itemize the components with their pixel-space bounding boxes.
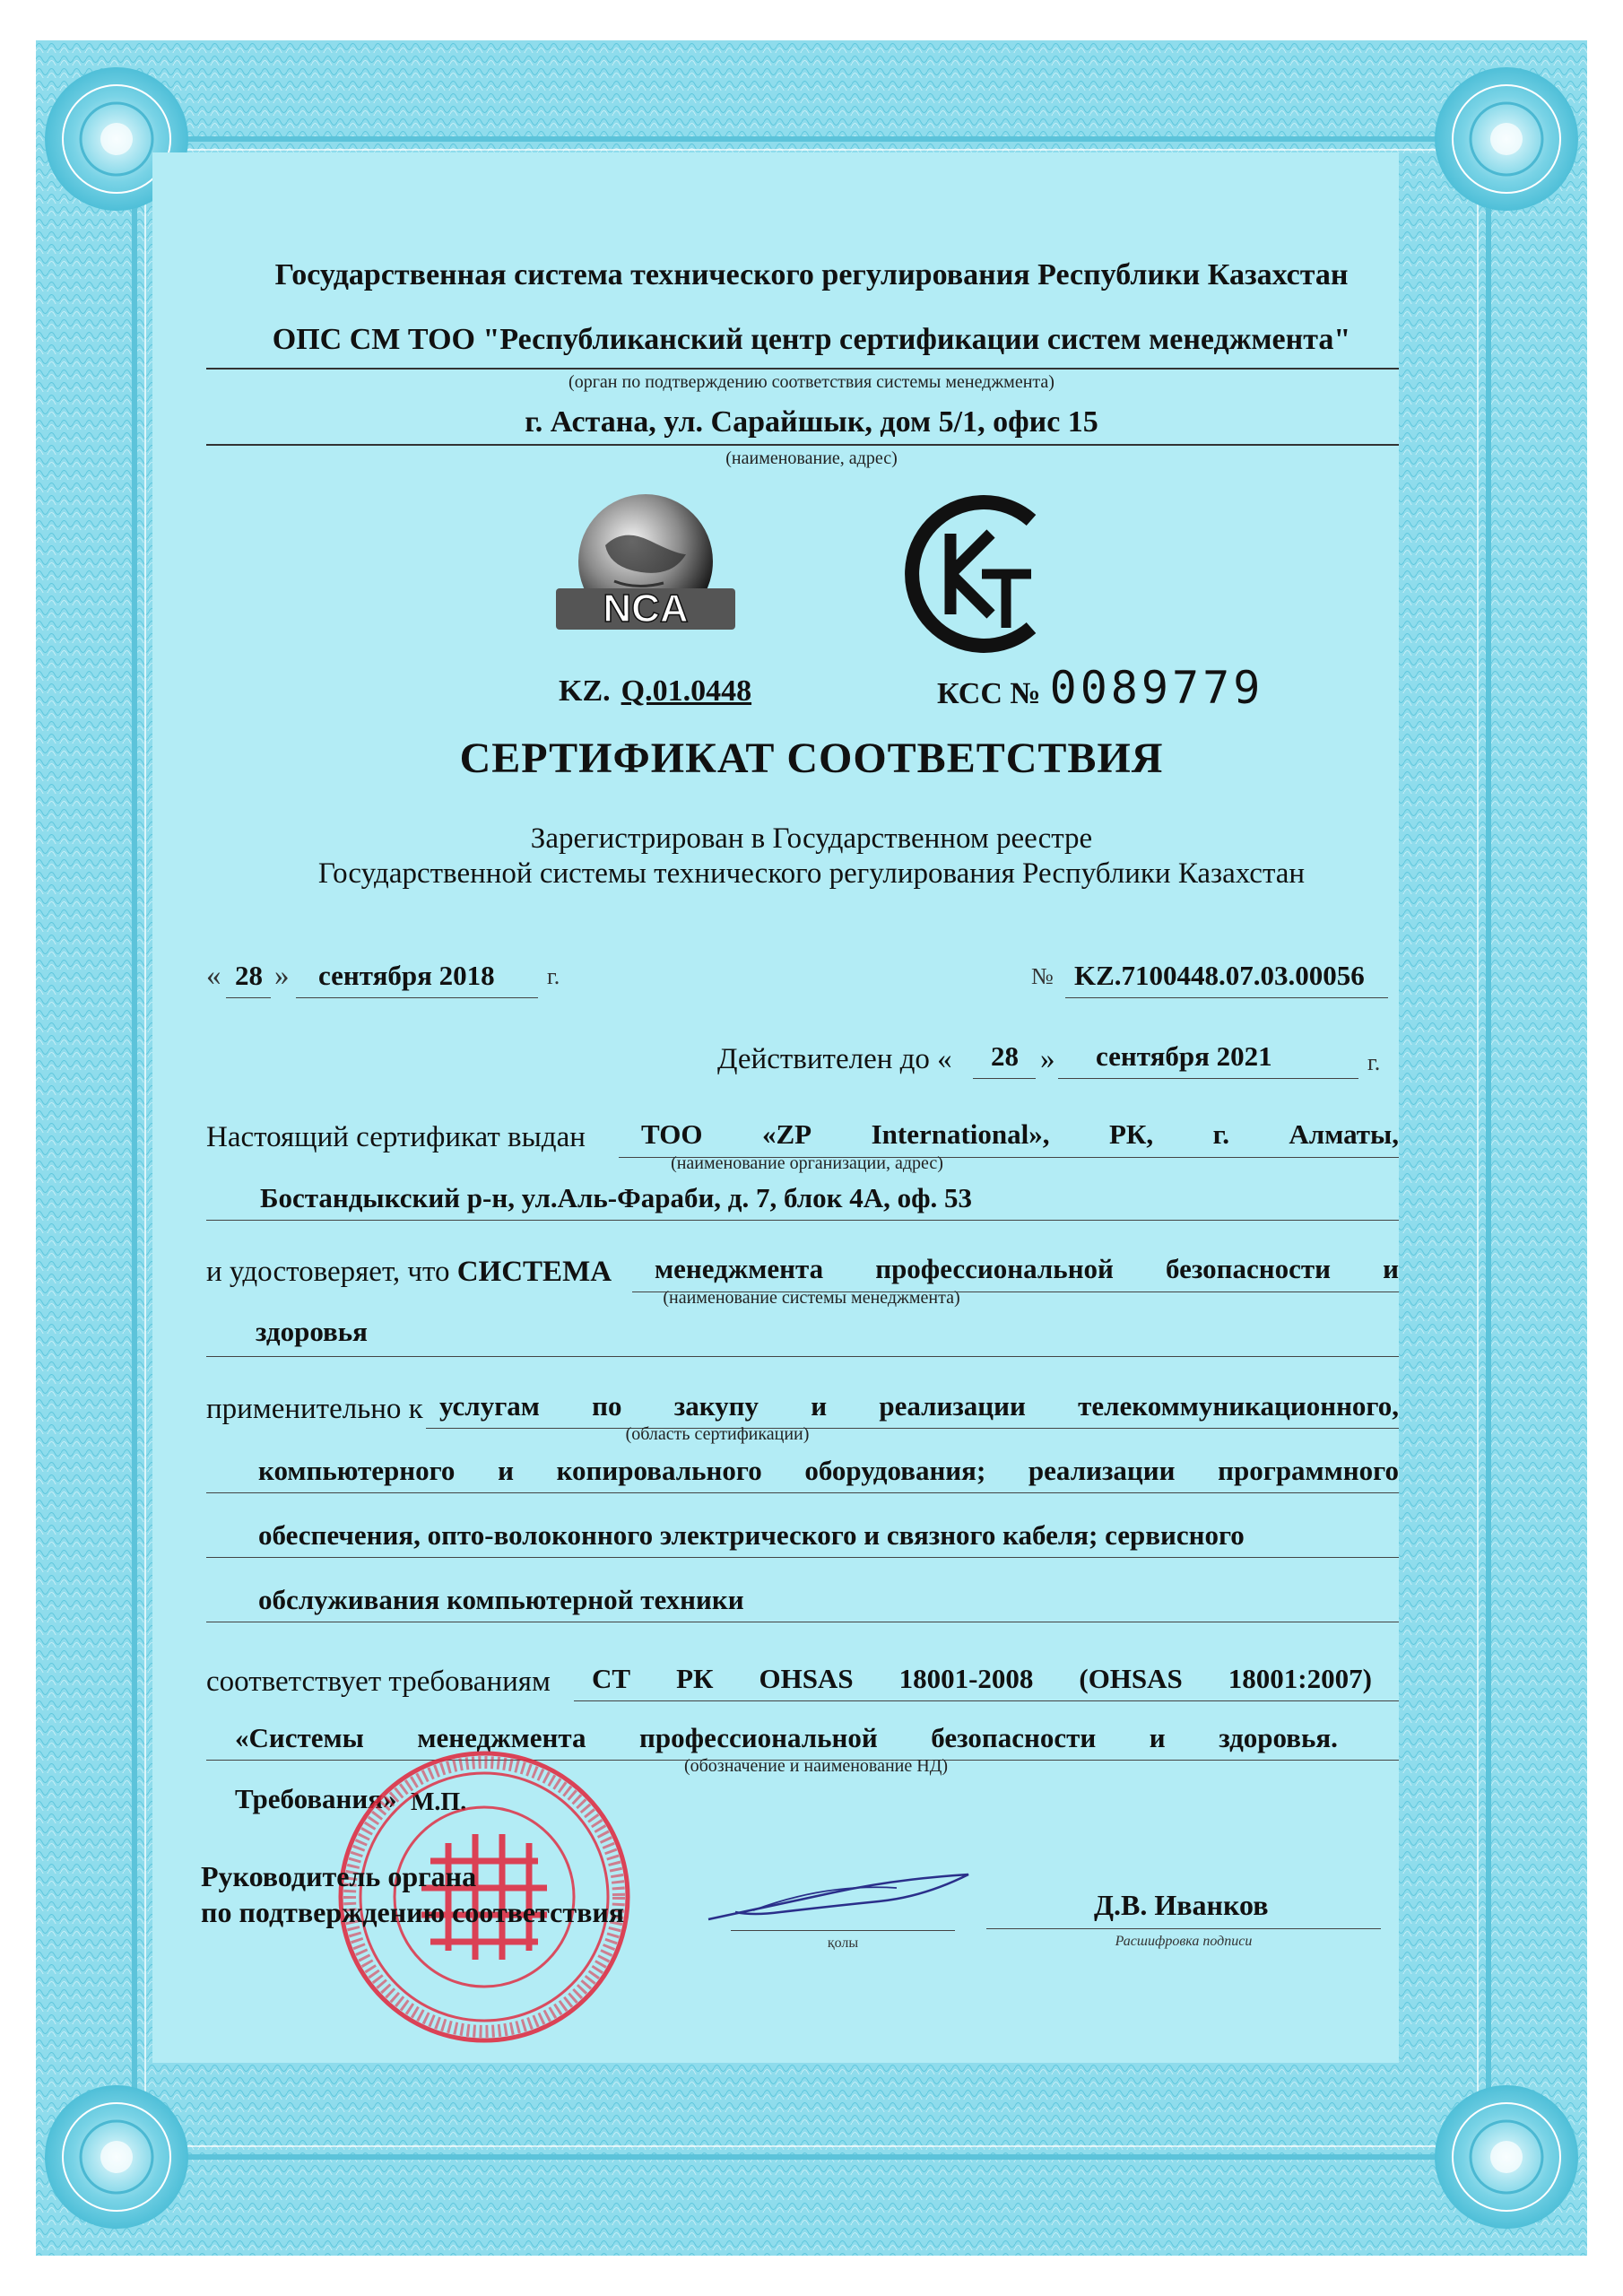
- standard-word: безопасности: [931, 1722, 1097, 1753]
- system-name-line-2: здоровья: [256, 1316, 368, 1347]
- scope-word: услугам: [439, 1390, 540, 1422]
- standard-word: «Системы: [235, 1722, 364, 1753]
- reg-number-rule: [1065, 997, 1388, 998]
- standard-label: соответствует требованиям: [206, 1665, 551, 1698]
- issue-month-rule: [296, 997, 538, 998]
- valid-month-year: сентября 2021: [1096, 1040, 1272, 1072]
- issued-word: ТОО: [641, 1118, 703, 1150]
- scope-line-1: [439, 1390, 1399, 1422]
- system-label-bold: СИСТЕМА: [456, 1256, 612, 1288]
- standard-caption: (обозначение и наименование НД): [683, 1756, 949, 1776]
- issued-label: Настоящий сертификат выдан: [206, 1121, 586, 1153]
- valid-year-suffix: г.: [1367, 1049, 1381, 1075]
- kz-accreditation: [559, 674, 751, 709]
- standard-word: менеджмента: [417, 1722, 586, 1753]
- signer-role-line-1: Руководитель органа: [201, 1860, 477, 1892]
- signature-scribble: [699, 1857, 986, 1937]
- header-rule-1: [206, 368, 1399, 370]
- standard-word: OHSAS: [759, 1663, 854, 1694]
- issued-word: г.: [1212, 1118, 1229, 1150]
- registered-line-1: Зарегистрирован в Государственном реестре: [530, 822, 1093, 855]
- scope-word: закупу: [673, 1390, 759, 1422]
- scope-word: программного: [1218, 1455, 1399, 1486]
- scope-word: реализации: [1028, 1455, 1176, 1486]
- kz-prefix: KZ.: [559, 674, 611, 708]
- header-rule-2: [206, 444, 1399, 446]
- scope-label: применительно к: [206, 1393, 423, 1425]
- scope-word: копировального: [556, 1455, 762, 1486]
- issue-day: 28: [235, 960, 263, 991]
- system-label: [206, 1256, 612, 1289]
- issue-month-year: сентября 2018: [318, 960, 495, 991]
- issue-day-rule: [226, 997, 271, 998]
- standard-word: СТ: [592, 1663, 631, 1694]
- standard-word: (OHSAS: [1079, 1663, 1183, 1694]
- kt-mark-logo: [897, 484, 1058, 664]
- system-word: менеджмента: [655, 1253, 824, 1284]
- system-word: профессиональной: [875, 1253, 1114, 1284]
- valid-until-label: Действителен до «: [717, 1043, 952, 1075]
- standard-word: 18001-2008: [898, 1663, 1034, 1694]
- header-caption-1: (орган по подтверждению соответствия системы менеджмента): [568, 372, 1055, 392]
- system-name-line: [655, 1253, 1399, 1285]
- issued-org-line: [641, 1118, 1399, 1151]
- valid-quote-close: »: [1040, 1043, 1055, 1075]
- scope-rule-2: [206, 1492, 1399, 1493]
- valid-day-rule: [973, 1078, 1036, 1079]
- signer-name-caption: Расшифровка подписи: [1115, 1934, 1253, 1949]
- system-rule-2: [206, 1356, 1399, 1357]
- system-word: и: [1383, 1253, 1399, 1284]
- scope-word: реализации: [879, 1390, 1026, 1422]
- header-address: г. Астана, ул. Сарайшык, дом 5/1, офис 15: [525, 405, 1098, 439]
- kz-code: Q.01.0448: [621, 674, 752, 708]
- signer-name: Д.В. Иванков: [1094, 1889, 1269, 1921]
- kt-mark-icon: [897, 484, 1058, 664]
- scope-caption: (область сертификации): [625, 1424, 810, 1444]
- reg-number: KZ.7100448.07.03.00056: [1074, 960, 1365, 991]
- issue-quote-open: «: [206, 960, 221, 992]
- scope-word: и: [498, 1455, 514, 1486]
- issued-caption: (наименование организации, адрес): [671, 1153, 943, 1173]
- standard-word: 18001:2007): [1228, 1663, 1372, 1694]
- signature-rule: [731, 1930, 955, 1931]
- signer-name-rule: [986, 1928, 1381, 1929]
- scope-line-2: [258, 1455, 1399, 1487]
- reg-number-label: №: [1031, 963, 1054, 989]
- kcc-label: КСС №: [937, 677, 1041, 710]
- scope-word: телекоммуникационного,: [1078, 1390, 1399, 1422]
- header-line-2: ОПС СМ ТОО "Республиканский центр сертификации систем менеджмента": [272, 323, 1351, 356]
- issued-word: Алматы,: [1289, 1118, 1399, 1150]
- system-word: безопасности: [1166, 1253, 1331, 1284]
- system-caption: (наименование системы менеджмента): [663, 1288, 960, 1308]
- nca-logo-text: NCA: [603, 587, 689, 631]
- scope-word: компьютерного: [258, 1455, 456, 1486]
- issued-rule-2: [206, 1220, 1399, 1221]
- signature-icon: [699, 1857, 986, 1937]
- standard-word: и: [1149, 1722, 1166, 1753]
- valid-day: 28: [991, 1040, 1019, 1072]
- issued-word: РК,: [1108, 1118, 1154, 1150]
- standard-word: здоровья.: [1219, 1722, 1338, 1753]
- scope-line-3: обеспечения, опто-волоконного электрического и связного кабеля; сервисного: [258, 1519, 1245, 1551]
- certificate-title: СЕРТИФИКАТ СООТВЕТСТВИЯ: [459, 735, 1164, 782]
- scope-word: и: [811, 1390, 828, 1422]
- signature-caption: қолы: [827, 1935, 859, 1951]
- scope-rule-3: [206, 1557, 1399, 1558]
- valid-month-rule: [1058, 1078, 1358, 1079]
- nca-globe-icon: [551, 491, 740, 644]
- issued-word: «ZP: [761, 1118, 812, 1150]
- seal-place-mark: М.П.: [411, 1788, 467, 1816]
- standard-rule-1: [574, 1700, 1399, 1701]
- nca-logo: [551, 491, 740, 644]
- signer-role-line-2: по подтверждению соответствия: [201, 1896, 625, 1928]
- issue-year-suffix: г.: [547, 963, 560, 989]
- standard-word: РК: [676, 1663, 714, 1694]
- kcc-number-block: [937, 662, 1263, 714]
- scope-word: по: [592, 1390, 622, 1422]
- issued-address-line: Бостандыкский р-н, ул.Аль-Фараби, д. 7, блок 4А, оф. 53: [260, 1182, 973, 1213]
- kcc-number: 0089779: [1049, 662, 1264, 714]
- standard-word: профессиональной: [639, 1722, 878, 1753]
- scope-word: оборудования;: [804, 1455, 986, 1486]
- header-caption-2: (наименование, адрес): [725, 448, 898, 468]
- header-line-1: Государственная система технического регулирования Республики Казахстан: [274, 258, 1349, 291]
- issued-word: International»,: [871, 1118, 1050, 1150]
- standard-line-1: [592, 1663, 1372, 1695]
- system-label-prefix: и удостоверяет, что: [206, 1256, 450, 1288]
- standard-line-3: Требования»: [235, 1783, 397, 1814]
- scope-line-4: обслуживания компьютерной техники: [258, 1584, 744, 1615]
- issue-quote-close: »: [274, 960, 290, 992]
- registered-line-2: Государственной системы технического регулирования Республики Казахстан: [317, 857, 1306, 890]
